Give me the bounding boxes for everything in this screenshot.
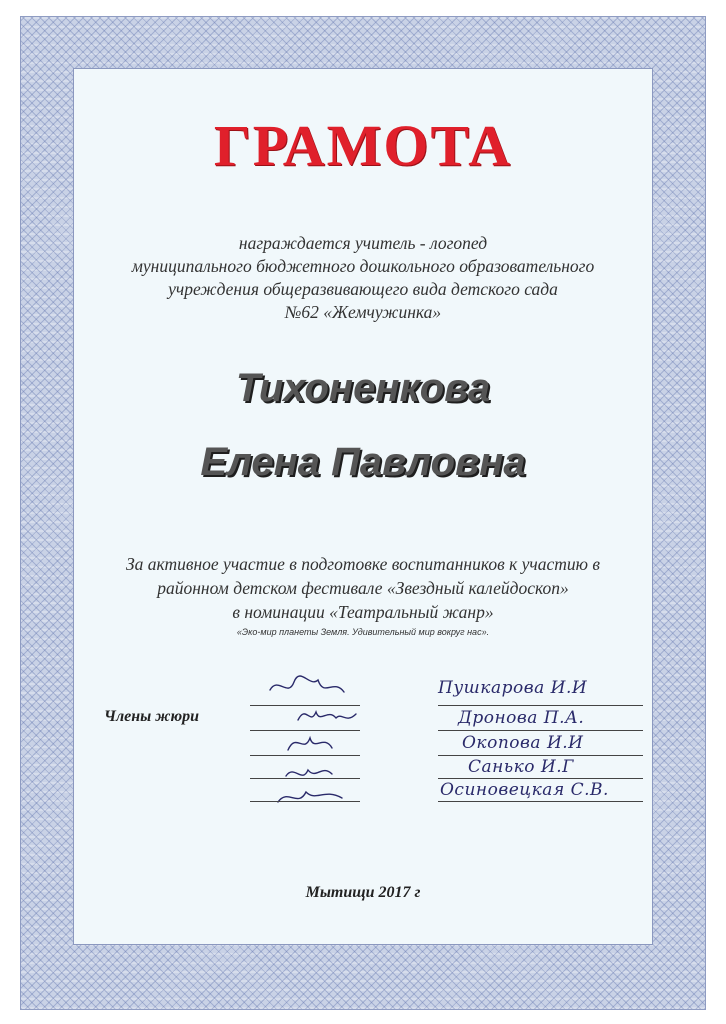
reason-subtitle: «Эко-мир планеты Земля. Удивительный мир вокруг нас». [236, 627, 490, 637]
certificate-title: ГРАМОТА [213, 113, 513, 178]
reason-line: в номинации «Театральный жанр» [232, 602, 494, 622]
signature-line [250, 778, 360, 779]
recipient-given-names: Елена Павловна [200, 440, 526, 484]
jury-label: Члены жюри [104, 708, 200, 725]
jury-member-name: Санько И.Г [468, 757, 574, 777]
reason-line: За активное участие в подготовке воспитанников к участию в [126, 554, 600, 574]
intro-line: награждается учитель - логопед [238, 233, 488, 253]
signature-line [250, 705, 360, 706]
intro-line: муниципального бюджетного дошкольного образовательного [131, 256, 595, 276]
jury-member-name: Окопова И.И [462, 733, 584, 753]
signature-line [250, 755, 360, 756]
signature-line [250, 730, 360, 731]
award-reason [90, 552, 636, 638]
jury-member-name: Осиновецкая С.В. [440, 780, 609, 800]
jury-signature-lines [250, 678, 650, 810]
name-line [438, 730, 643, 731]
name-line [438, 801, 643, 802]
place-and-year: Мытищи 2017 г [305, 884, 421, 901]
award-intro [96, 232, 630, 324]
jury-member-name: Пушкарова И.И [438, 678, 588, 698]
jury-member-name: Дронова П.А. [458, 708, 585, 728]
reason-line: районном детском фестивале «Звездный калейдоскоп» [157, 578, 569, 598]
intro-line: №62 «Жемчужинка» [284, 302, 442, 322]
signature-line [250, 801, 360, 802]
name-line [438, 778, 643, 779]
name-line [438, 755, 643, 756]
recipient-surname: Тихоненкова [235, 366, 491, 410]
name-line [438, 705, 643, 706]
intro-line: учреждения общеразвивающего вида детского сада [168, 279, 558, 299]
certificate-panel [73, 68, 653, 945]
